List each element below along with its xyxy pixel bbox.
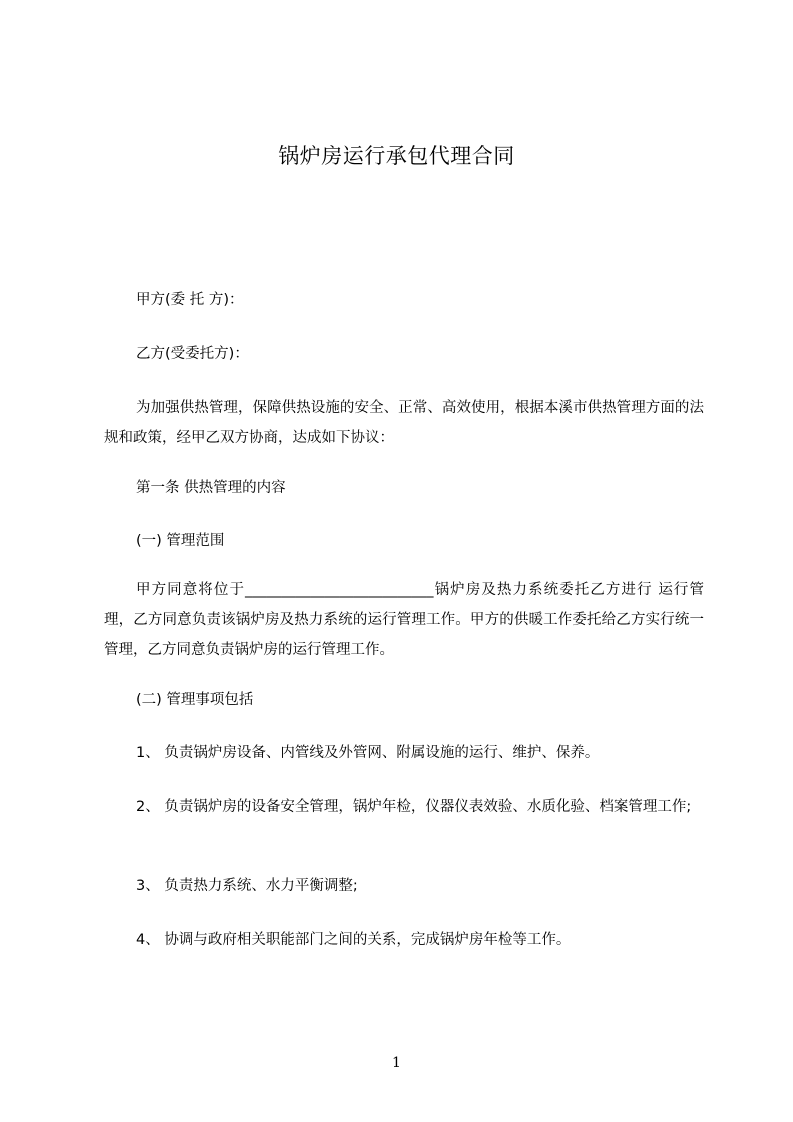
party-b-label: 乙方(受委托方)： (136, 346, 249, 362)
document-title: 锅炉房运行承包代理合同 (278, 144, 515, 168)
page-number: 1 (392, 1055, 401, 1071)
list-item-3: 3、 负责热力系统、水力平衡调整; (136, 878, 358, 894)
section-1-heading: (一) 管理范围 (136, 533, 225, 549)
list-item-1: 1、 负责锅炉房设备、内管线及外管网、附属设施的运行、维护、保养。 (136, 745, 600, 761)
list-item-4: 4、 协调与政府相关职能部门之间的关系，完成锅炉房年检等工作。 (136, 932, 571, 948)
list-item-2: 2、 负责锅炉房的设备安全管理，锅炉年检，仪器仪表效验、水质化验、档案管理工作; (136, 799, 692, 815)
section-2-heading: (二) 管理事项包括 (136, 692, 254, 708)
article-1-heading: 第一条 供热管理的内容 (136, 480, 286, 496)
party-a-label: 甲方(委 托 方)： (136, 292, 244, 308)
section-1-body: 甲方同意将位于__________________________锅炉房及热力系统委托乙方进行 运行管理，乙方同意负责该锅炉房及热力系统的运行管理工作。甲方的供暖工作委托给乙方实行统一管理，乙方同意负责锅炉房的运行管理工作。 (104, 582, 704, 658)
preamble-paragraph: 为加强供热管理，保障供热设施的安全、正常、高效使用，根据本溪市供热管理方面的法规和政策，经甲乙双方协商，达成如下协议： (104, 400, 704, 446)
